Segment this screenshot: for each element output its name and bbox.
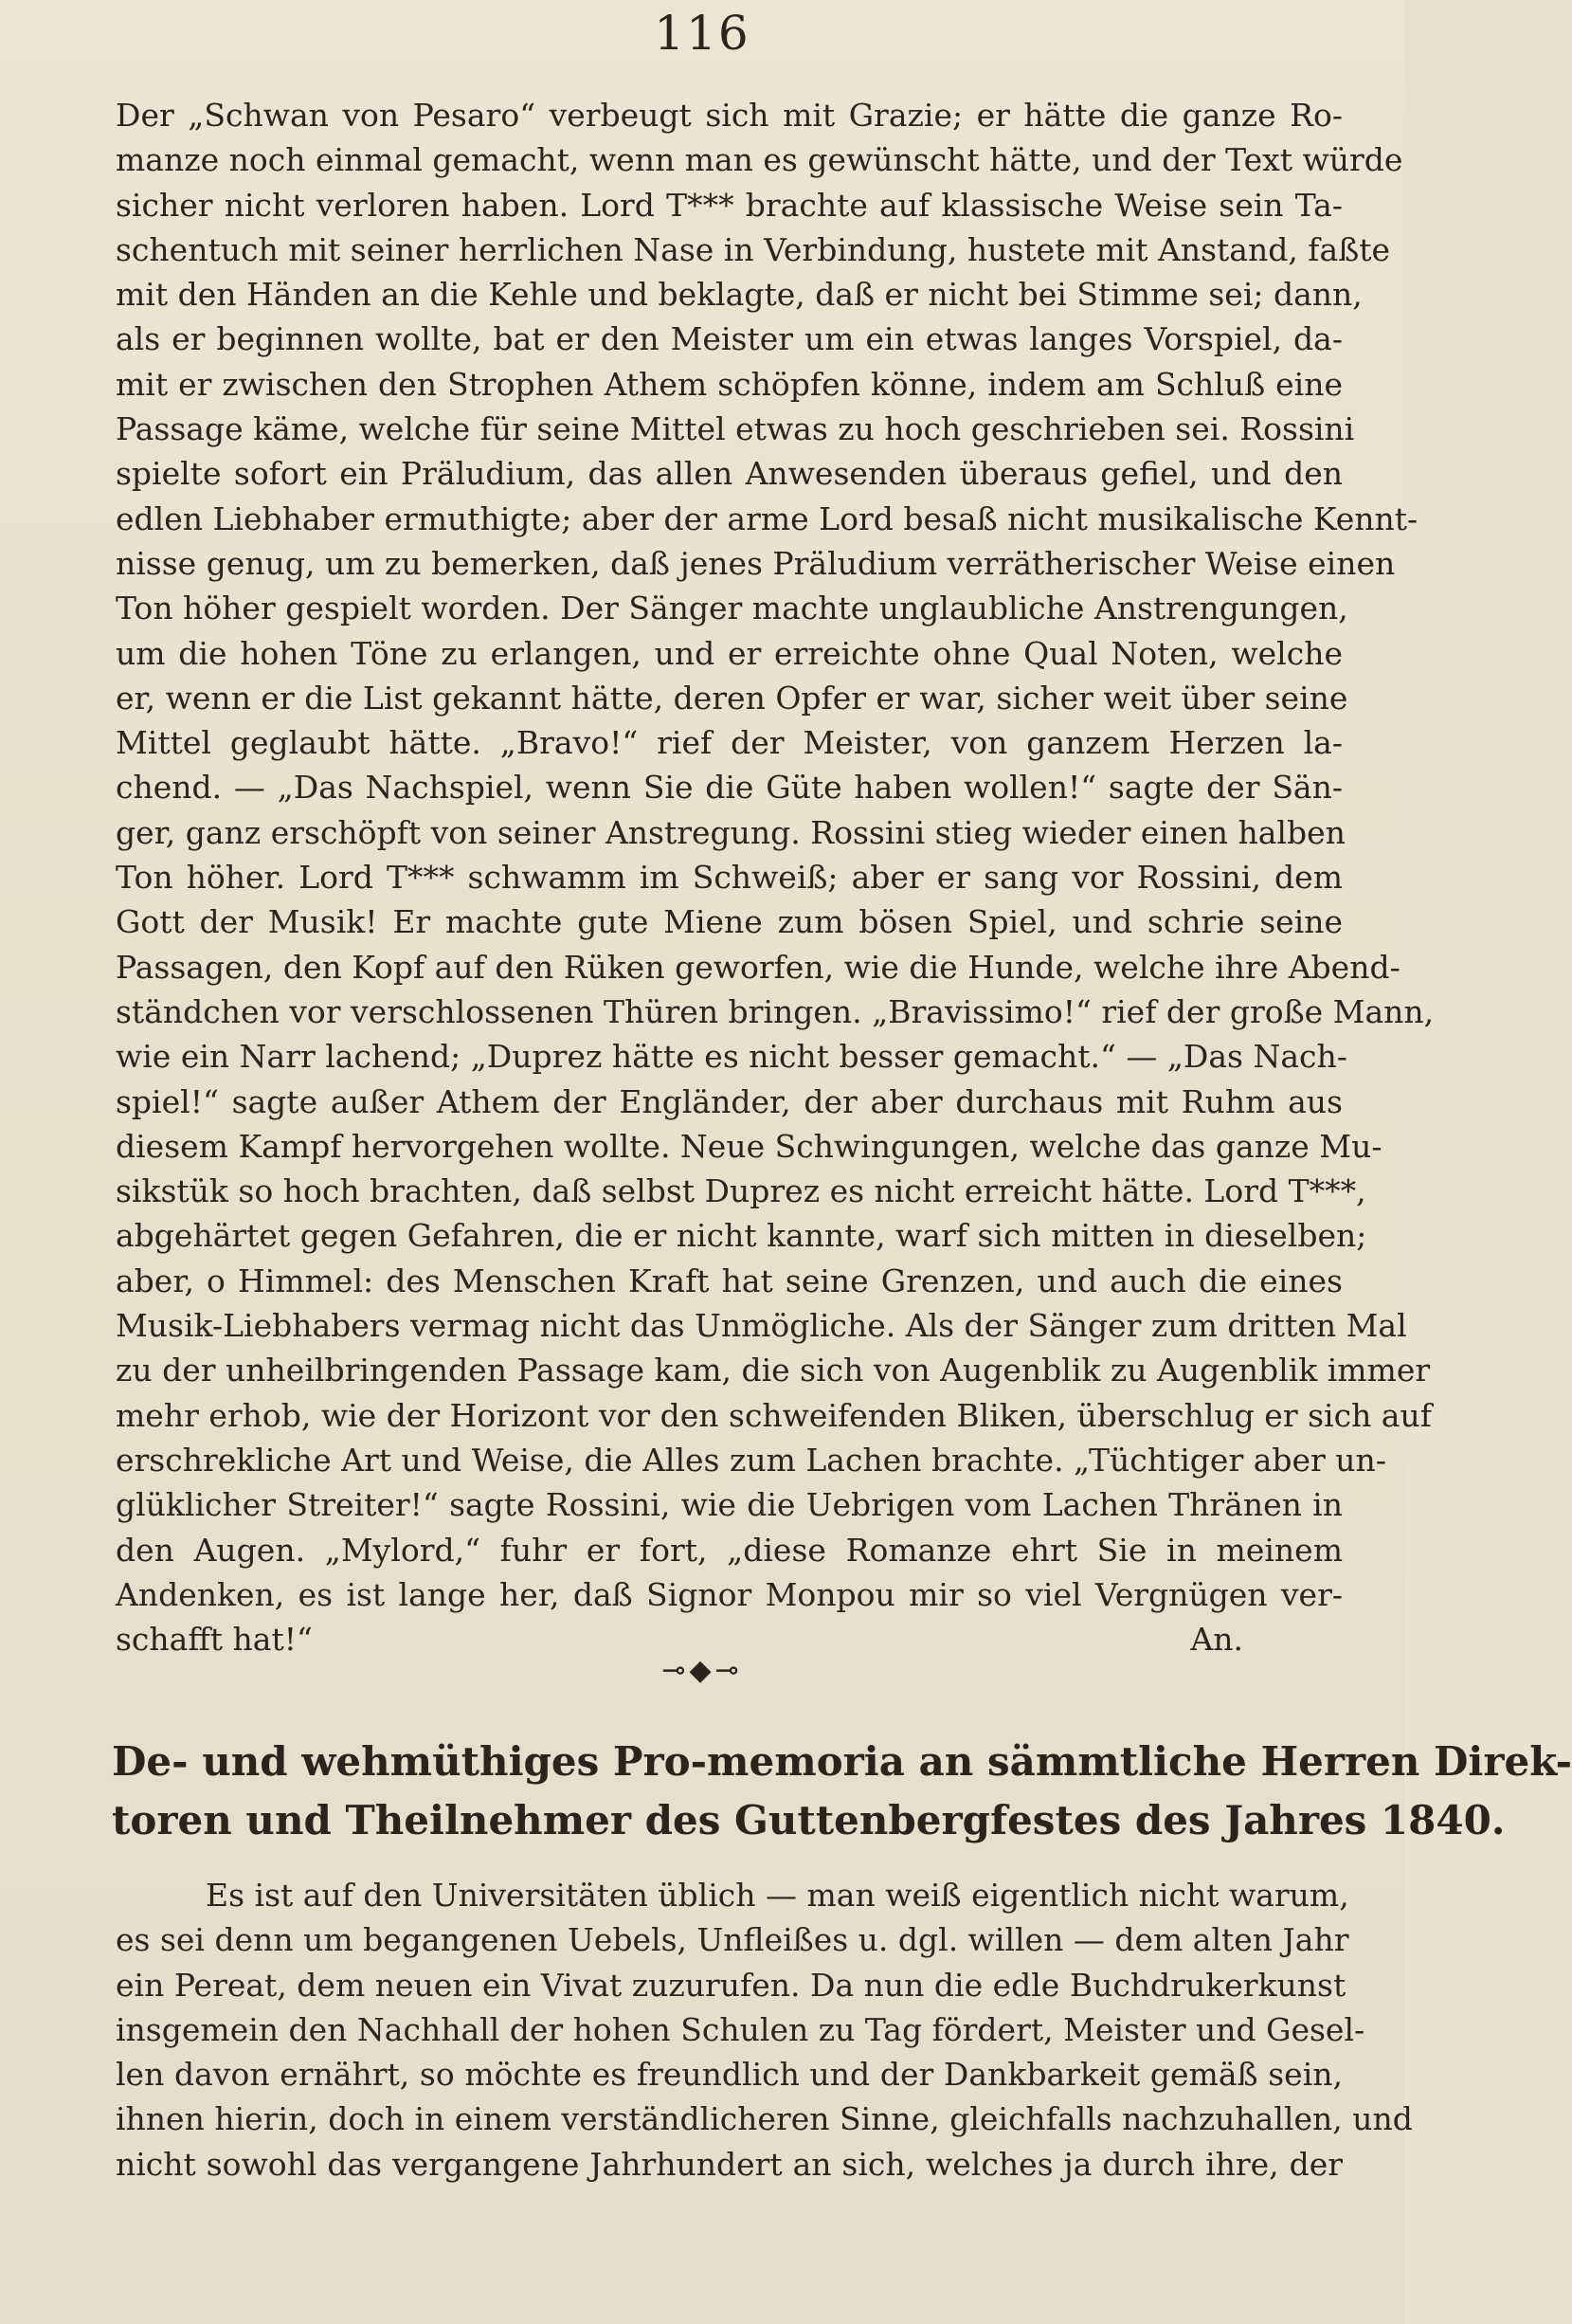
text-line: manze noch einmal gemacht, wenn man es gewünscht hätte, und der Text würde	[116, 141, 1403, 179]
text-line-last-content: schafft hat!“	[116, 1621, 313, 1659]
text-line: als er beginnen wollte, bat er den Meister um ein etwas langes Vorspiel, da-	[116, 320, 1343, 358]
text-line: ständchen vor verschlossenen Thüren bringen. „Bravissimo!“ rief der große Mann,	[116, 992, 1435, 1030]
text-line: er, wenn er die List gekannt hätte, deren Opfer er war, sicher weit über seine	[116, 679, 1348, 717]
heading-line-1: De- und wehmüthiges Pro-memoria an sämmtliche Herren Direk-	[112, 1738, 1572, 1785]
author-signature: An.	[1190, 1621, 1243, 1659]
text-line: ihnen hierin, doch in einem verständlicheren Sinne, gleichfalls nachzuhallen, und	[116, 2100, 1413, 2138]
text-line: Passagen, den Kopf auf den Rüken geworfen, wie die Hunde, welche ihre Abend-	[116, 948, 1400, 986]
text-line: Passage käme, welche für seine Mittel etwas zu hoch geschrieben sei. Rossini	[116, 410, 1355, 448]
text-line: Musik-Liebhabers vermag nicht das Unmögliche. Als der Sänger zum dritten Mal	[116, 1307, 1407, 1345]
text-line: spielte sofort ein Präludium, das allen Anwesenden überaus gefiel, und den	[116, 455, 1343, 493]
text-line: um die hohen Töne zu erlangen, und er erreichte ohne Qual Noten, welche	[116, 634, 1343, 672]
text-line: Ton höher gespielt worden. Der Sänger machte unglaubliche Anstrengungen,	[116, 590, 1348, 627]
text-line: schentuch mit seiner herrlichen Nase in Verbindung, hustete mit Anstand, faßte	[116, 230, 1391, 268]
text-line: mit er zwischen den Strophen Athem schöpfen könne, indem am Schluß eine	[116, 365, 1343, 403]
text-line: abgehärtet gegen Gefahren, die er nicht kannte, warf sich mitten in dieselben;	[116, 1217, 1367, 1255]
text-line: sikstük so hoch brachten, daß selbst Duprez es nicht erreicht hätte. Lord T***,	[116, 1172, 1366, 1210]
text-line: Andenken, es ist lange her, daß Signor Monpou mir so viel Vergnügen ver-	[116, 1575, 1343, 1613]
text-line: nicht sowohl das vergangene Jahrhundert an sich, welches ja durch ihre, der	[116, 2145, 1343, 2183]
text-line: aber, o Himmel: des Menschen Kraft hat seine Grenzen, und auch die eines	[116, 1262, 1343, 1299]
text-line: mit den Händen an die Kehle und beklagte, daß er nicht bei Stimme sei; dann,	[116, 276, 1363, 314]
heading-line-2: toren und Theilnehmer des Guttenbergfestes des Jahres 1840.	[112, 1797, 1506, 1843]
text-line: wie ein Narr lachend; „Duprez hätte es nicht besser gemacht.“ — „Das Nach-	[116, 1038, 1347, 1076]
text-line: Gott der Musik! Er machte gute Miene zum bösen Spiel, und schrie seine	[116, 903, 1343, 941]
page-number: 116	[654, 6, 750, 61]
text-line: den Augen. „Mylord,“ fuhr er fort, „diese Romanze ehrt Sie in meinem	[116, 1531, 1343, 1569]
text-line: sicher nicht verloren haben. Lord T*** brachte auf klassische Weise sein Ta-	[116, 186, 1343, 224]
text-line: edlen Liebhaber ermuthigte; aber der arme Lord besaß nicht musikalische Kennt-	[116, 499, 1418, 537]
text-line: mehr erhob, wie der Horizont vor den schweifenden Bliken, überschlug er sich auf	[116, 1396, 1432, 1434]
article-pro-memoria	[116, 1873, 1413, 2187]
text-line: ein Pereat, dem neuen ein Vivat zuzurufen. Da nun die edle Buchdrukerkunst	[116, 1966, 1346, 2004]
text-line: ger, ganz erschöpft von seiner Anstregung. Rossini stieg wieder einen halben	[116, 813, 1346, 851]
section-divider-ornament: ⊸◆⊸	[661, 1654, 743, 1687]
text-line: zu der unheilbringenden Passage kam, die sich von Augenblik zu Augenblik immer	[116, 1352, 1431, 1389]
text-line: Es ist auf den Universitäten üblich — man weiß eigentlich nicht warum,	[206, 1877, 1349, 1914]
text-line: nisse genug, um zu bemerken, daß jenes Präludium verrätherischer Weise einen	[116, 544, 1396, 582]
text-line: len davon ernährt, so möchte es freundlich und der Dankbarkeit gemäß sein,	[116, 2056, 1343, 2094]
text-line: Der „Schwan von Pesaro“ verbeugt sich mit Grazie; er hätte die ganze Ro-	[116, 97, 1343, 134]
text-line: spiel!“ sagte außer Athem der Engländer, der aber durchaus mit Ruhm aus	[116, 1082, 1343, 1120]
text-line: Ton höher. Lord T*** schwamm im Schweiß; aber er sang vor Rossini, dem	[116, 859, 1343, 897]
text-line: Mittel geglaubt hätte. „Bravo!“ rief der Meister, von ganzem Herzen la-	[116, 724, 1343, 762]
text-line: chend. — „Das Nachspiel, wenn Sie die Güte haben wollen!“ sagte der Sän-	[116, 769, 1343, 807]
text-line: erschrekliche Art und Weise, die Alles zum Lachen brachte. „Tüchtiger aber un-	[116, 1441, 1386, 1479]
text-line: diesem Kampf hervorgehen wollte. Neue Schwingungen, welche das ganze Mu-	[116, 1127, 1382, 1165]
text-line: insgemein den Nachhall der hohen Schulen zu Tag fördert, Meister und Gesel-	[116, 2010, 1365, 2048]
text-line: es sei denn um begangenen Uebels, Unfleißes u. dgl. willen — dem alten Jahr	[116, 1921, 1349, 1959]
article-anecdote	[116, 93, 1435, 1661]
text-line: glüklicher Streiter!“ sagte Rossini, wie die Uebrigen vom Lachen Thränen in	[116, 1486, 1343, 1524]
article-heading	[112, 1733, 1572, 1850]
